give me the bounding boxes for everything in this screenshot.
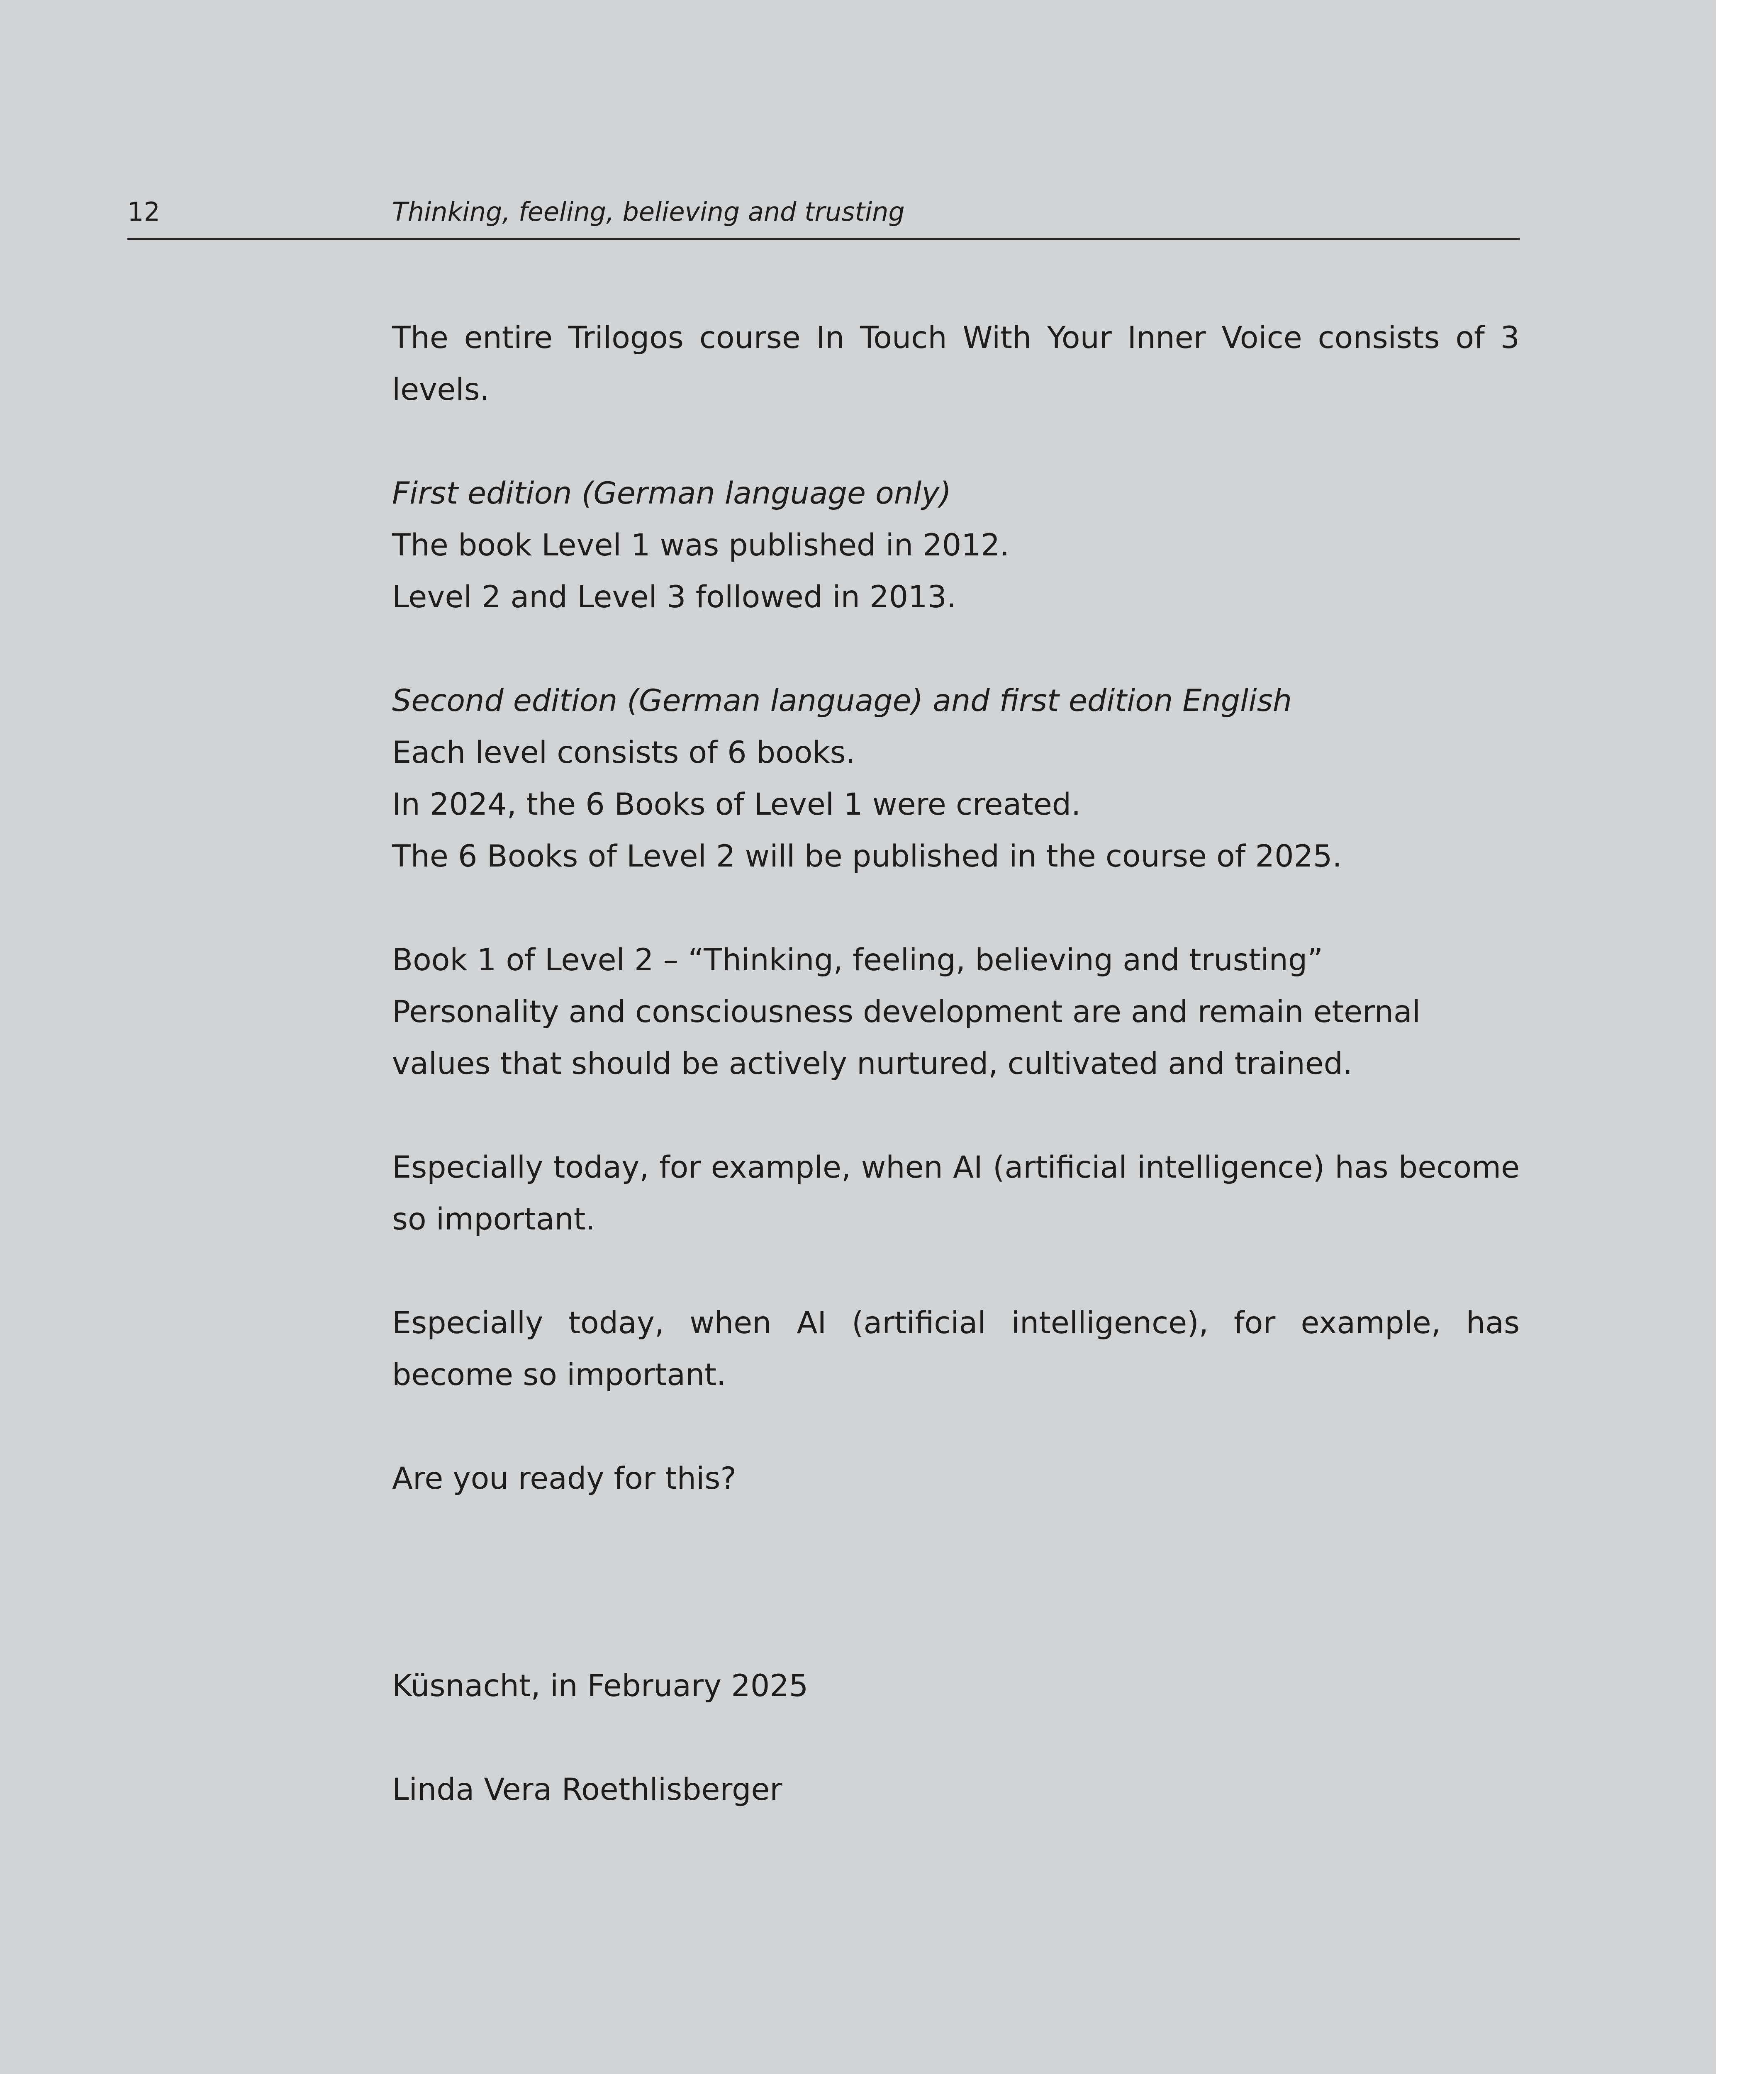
second-edition-line: The 6 Books of Level 2 will be published in the course of 2025. [392,839,1342,874]
author-name: Linda Vera Roethlisberger [392,1772,782,1807]
book1-title: Book 1 of Level 2 – “Thinking, feeling, believing and trusting” [392,942,1323,978]
first-edition-line: The book Level 1 was published in 2012. [392,528,1010,563]
first-edition-section [392,467,1520,623]
first-edition-line: Level 2 and Level 3 followed in 2013. [392,579,957,615]
ai-paragraph-1: Especially today, for example, when AI (artificial intelligence) has become so important. [392,1150,1520,1237]
first-edition-heading: First edition (German language only) [392,476,951,511]
second-edition-section [392,675,1520,882]
book1-section [392,934,1520,1090]
second-edition-heading: Second edition (German language) and first edition English [392,683,1292,718]
second-edition-line: In 2024, the 6 Books of Level 1 were created. [392,787,1081,822]
second-edition-line: Each level consists of 6 books. [392,735,855,770]
book1-description: Personality and consciousness development are and remain eternal values that should be actively nurtured, cultivated and trained. [392,994,1421,1081]
running-title: Thinking, feeling, believing and trusting [392,197,905,227]
place-date: Küsnacht, in February 2025 [392,1668,809,1704]
ai-paragraph-2: Especially today, when AI (artificial intelligence), for example, has become so important. [392,1305,1520,1392]
main-text [392,312,1520,1867]
intro-paragraph: The entire Trilogos course In Touch With Your Inner Voice consists of 3 levels. [392,320,1520,407]
closing-question: Are you ready for this? [392,1461,737,1496]
page-number: 12 [127,197,160,227]
running-head [127,195,1520,240]
